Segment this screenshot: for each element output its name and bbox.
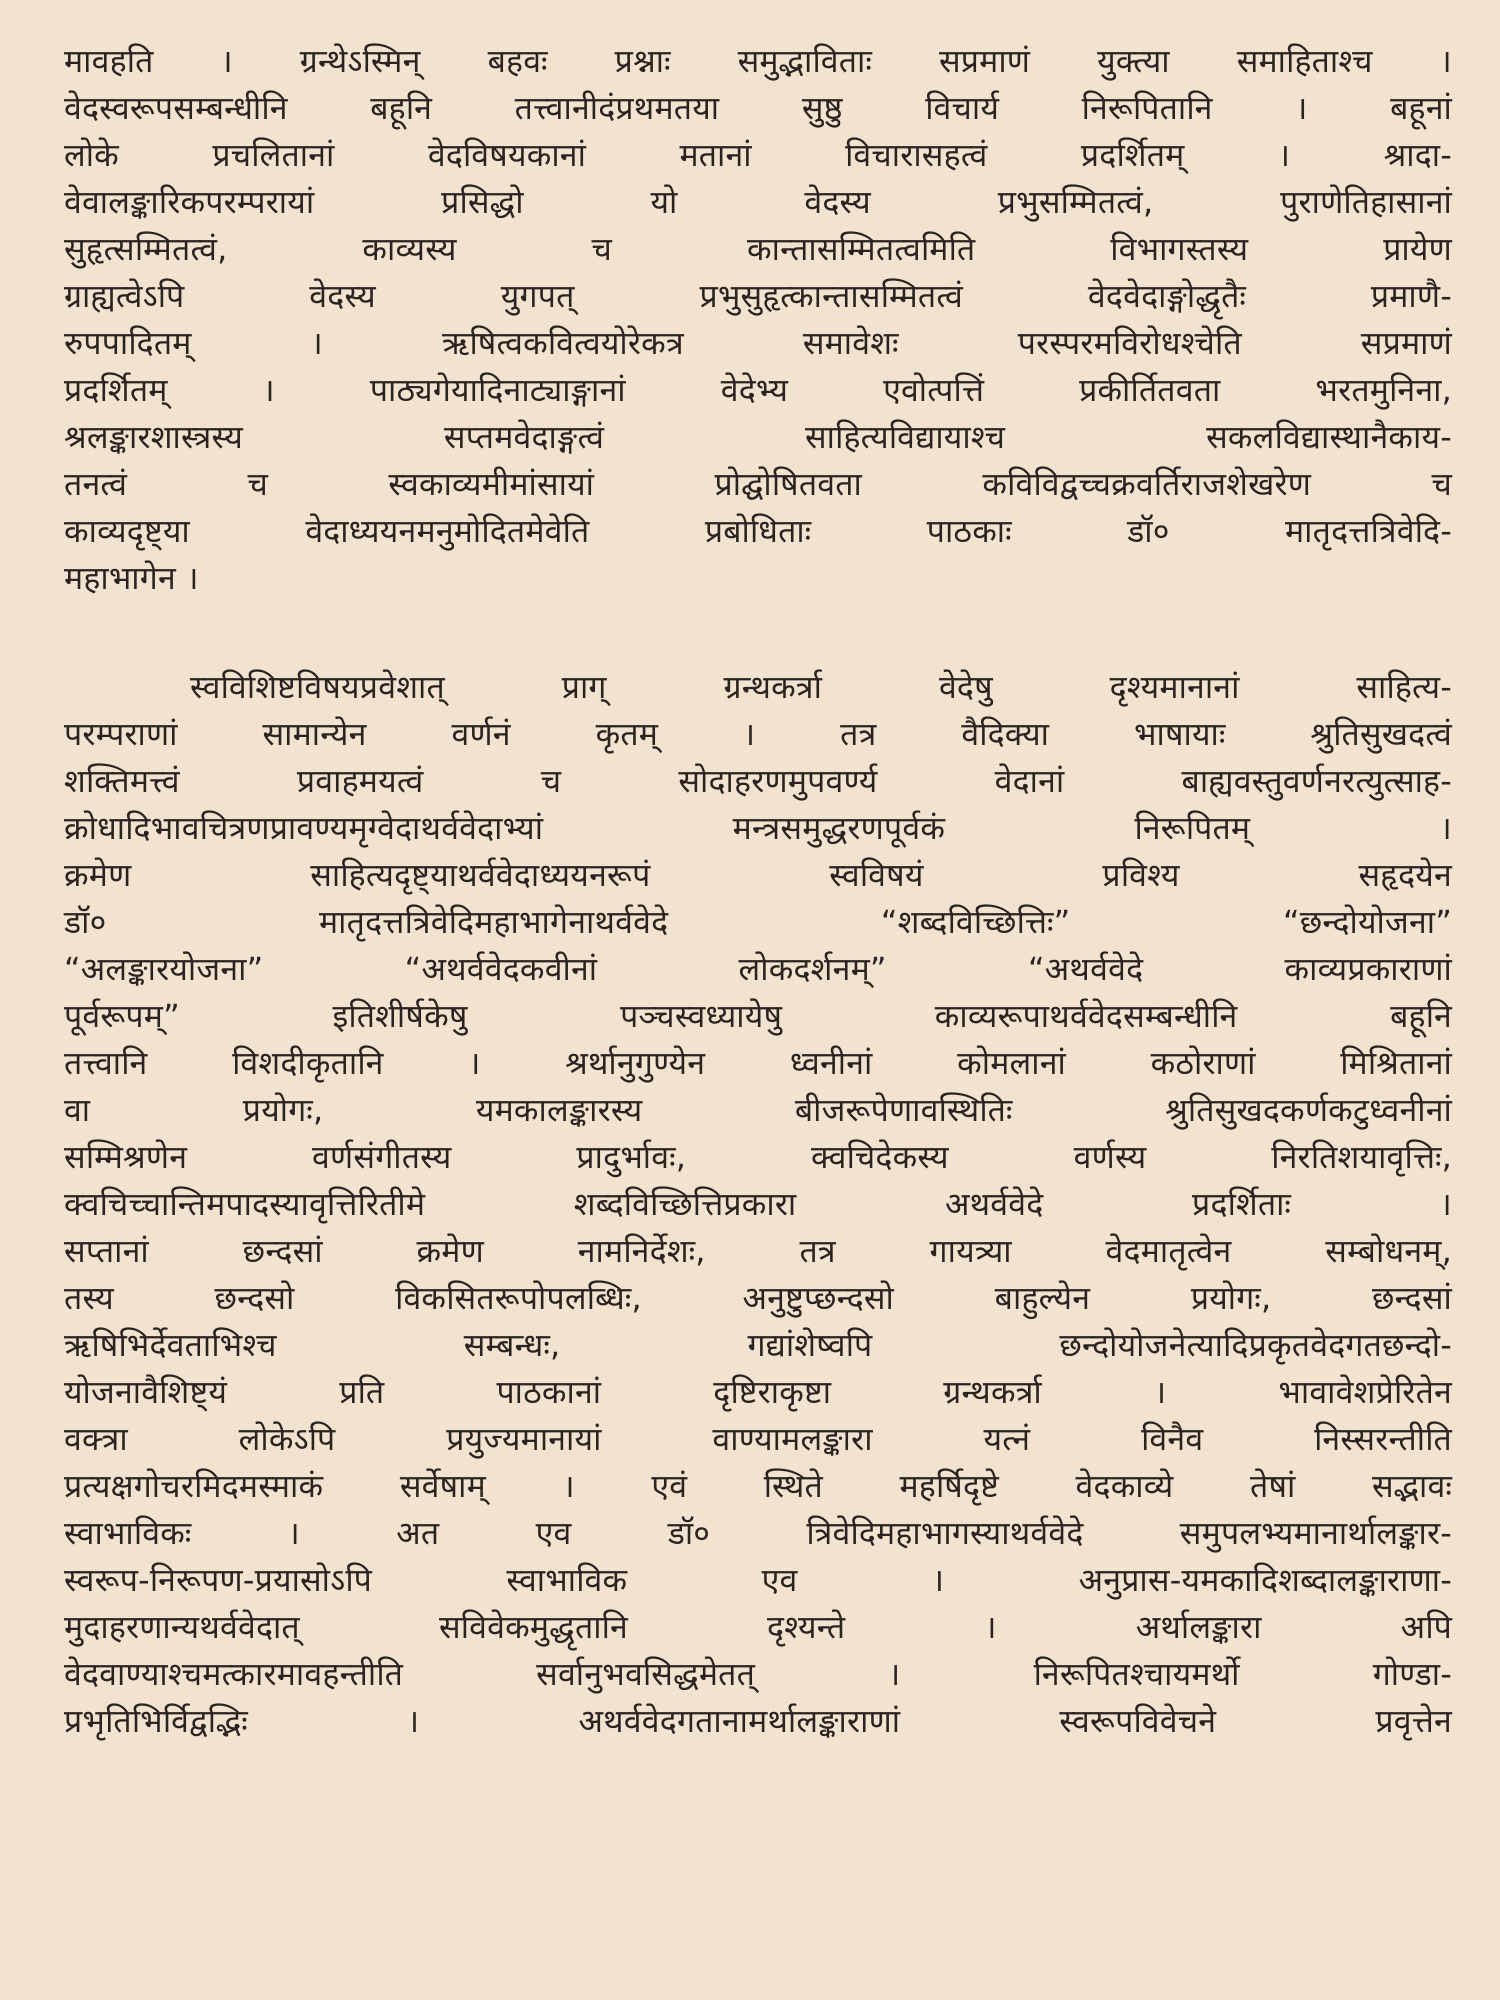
text-line: परम्पराणां सामान्येन वर्णनं कृतम् । तत्र वैदिक्या भाषायाः श्रुतिसुखदत्वं xyxy=(64,715,1452,753)
text-line: स्वरूप-निरूपण-प्रयासोऽपि स्वाभाविक एव । अनुप्रास-यमकादिशब्दालङ्काराणा- xyxy=(64,1561,1452,1599)
paragraph-1 xyxy=(64,38,1452,602)
text-line: योजनावैशिष्ट्यं प्रति पाठकानां दृष्टिराकृष्टा ग्रन्थकर्त्रा । भावावेशप्रेरितेन xyxy=(64,1373,1452,1411)
text-line: वा प्रयोगः, यमकालङ्कारस्य बीजरूपेणावस्थितिः श्रुतिसुखदकर्णकटुध्वनीनां xyxy=(64,1091,1452,1129)
text-line: सम्मिश्रणेन वर्णसंगीतस्य प्रादुर्भावः, क्वचिदेकस्य वर्णस्य निरतिशयावृत्तिः, xyxy=(64,1138,1452,1176)
text-line: लोके प्रचलितानां वेदविषयकानां मतानां विचारासहत्वं प्रदर्शितम् । श्रादा- xyxy=(64,136,1452,174)
text-line: ऋषिभिर्देवताभिश्च सम्बन्धः, गद्यांशेष्वपि छन्दोयोजनेत्यादिप्रकृतवेदगतछन्दो- xyxy=(64,1326,1452,1364)
text-line: क्वचिच्चान्तिमपादस्यावृत्तिरितीमे शब्दविच्छित्तिप्रकारा अथर्ववेदे प्रदर्शिताः । xyxy=(64,1185,1452,1223)
text-line: तनत्वं च स्वकाव्यमीमांसायां प्रोद्घोषितवता कविविद्वच्चक्रवर्तिराजशेखरेण च xyxy=(64,465,1452,503)
text-line: स्वाभाविकः । अत एव डॉ० त्रिवेदिमहाभागस्याथर्ववेदे समुपलभ्यमानार्थालङ्कार- xyxy=(64,1514,1452,1552)
text-line: प्रभृतिभिर्विद्वद्भिः । अथर्ववेदगतानामर्थालङ्काराणां स्वरूपविवेचने प्रवृत्तेन xyxy=(64,1702,1452,1740)
text-line: स्वविशिष्टविषयप्रवेशात् प्राग् ग्रन्थकर्त्रा वेदेषु दृश्यमानानां साहित्य- xyxy=(190,668,1452,706)
text-line: सप्तानां छन्दसां क्रमेण नामनिर्देशः, तत्र गायत्र्या वेदमातृत्वेन सम्बोधनम्, xyxy=(64,1232,1452,1270)
text-line: वेदस्वरूपसम्बन्धीनि बहूनि तत्त्वानीदंप्रथमतया सुष्ठु विचार्य निरूपितानि । बहूनां xyxy=(64,89,1452,127)
paragraph-2 xyxy=(64,664,1452,1745)
text-line: प्रत्यक्षगोचरमिदमस्माकं सर्वेषाम् । एवं स्थिते महर्षिदृष्टे वेदकाव्ये तेषां सद्भावः xyxy=(64,1467,1452,1505)
text-line: क्रमेण साहित्यदृष्ट्याथर्ववेदाध्ययनरूपं स्वविषयं प्रविश्य सहृदयेन xyxy=(64,856,1452,894)
text-line: प्रदर्शितम् । पाठ्यगेयादिनाट्याङ्गानां वेदेभ्य एवोत्पत्तिं प्रकीर्तितवता भरतमुनिना, xyxy=(64,371,1452,409)
text-line: वक्त्रा लोकेऽपि प्रयुज्यमानायां वाण्यामलङ्कारा यत्नं विनैव निस्सरन्तीति xyxy=(64,1420,1452,1458)
text-line: क्रोधादिभावचित्रणप्रावण्यमृग्वेदाथर्ववेदाभ्यां मन्त्रसमुद्धरणपूर्वकं निरूपितम् । xyxy=(64,809,1452,847)
text-line: मावहति । ग्रन्थेऽस्मिन् बहवः प्रश्नाः समुद्भाविताः सप्रमाणं युक्त्या समाहिताश्च । xyxy=(64,42,1452,80)
text-line: ग्राह्यत्वेऽपि वेदस्य युगपत् प्रभुसुहृत्कान्तासम्मितत्वं वेदवेदाङ्गोद्धृतैः प्रमाणै- xyxy=(64,277,1452,315)
text-line: श्रलङ्कारशास्त्रस्य सप्तमवेदाङ्गत्वं साहित्यविद्यायाश्च सकलविद्यास्थानैकाय- xyxy=(64,418,1452,456)
text-line: रुपपादितम् । ऋषित्वकवित्वयोरेकत्र समावेशः परस्परमविरोधश्चेति सप्रमाणं xyxy=(64,324,1452,362)
text-line: वेवालङ्कारिकपरम्परायां प्रसिद्धो यो वेदस्य प्रभुसम्मितत्वं, पुराणेतिहासानां xyxy=(64,183,1452,221)
text-line: वेदवाण्याश्चमत्कारमावहन्तीति सर्वानुभवसिद्धमेतत् । निरूपितश्चायमर्थो गोण्डा- xyxy=(64,1655,1452,1693)
text-line: डॉ० मातृदत्तत्रिवेदिमहाभागेनाथर्ववेदे “शब्दविच्छित्तिः” “छन्दोयोजना” xyxy=(64,903,1452,941)
text-line: तत्त्वानि विशदीकृतानि । श्रर्थानुगुण्येन ध्वनीनां कोमलानां कठोराणां मिश्रितानां xyxy=(64,1044,1452,1082)
text-line: शक्तिमत्त्वं प्रवाहमयत्वं च सोदाहरणमुपवर्ण्य वेदानां बाह्यवस्तुवर्णनरत्युत्साह- xyxy=(64,762,1452,800)
text-line: “अलङ्कारयोजना” “अथर्ववेदकवीनां लोकदर्शनम्” “अथर्ववेदे काव्यप्रकाराणां xyxy=(64,950,1452,988)
text-line: पूर्वरूपम्” इतिशीर्षकेषु पञ्चस्वध्यायेषु काव्यरूपाथर्ववेदसम्बन्धीनि बहूनि xyxy=(64,997,1452,1035)
text-line: सुहृत्सम्मितत्वं, काव्यस्य च कान्तासम्मितत्वमिति विभागस्तस्य प्रायेण xyxy=(64,230,1452,268)
text-line: काव्यदृष्ट्या वेदाध्ययनमनुमोदितमेवेति प्रबोधिताः पाठकाः डॉ० मातृदत्तत्रिवेदि- xyxy=(64,512,1452,550)
text-line: मुदाहरणान्यथर्ववेदात् सविवेकमुद्धृतानि दृश्यन्ते । अर्थालङ्कारा अपि xyxy=(64,1608,1452,1646)
text-line: तस्य छन्दसो विकसितरूपोपलब्धिः, अनुष्टुप्छन्दसो बाहुल्येन प्रयोगः, छन्दसां xyxy=(64,1279,1452,1317)
text-line: महाभागेन । xyxy=(64,559,199,597)
